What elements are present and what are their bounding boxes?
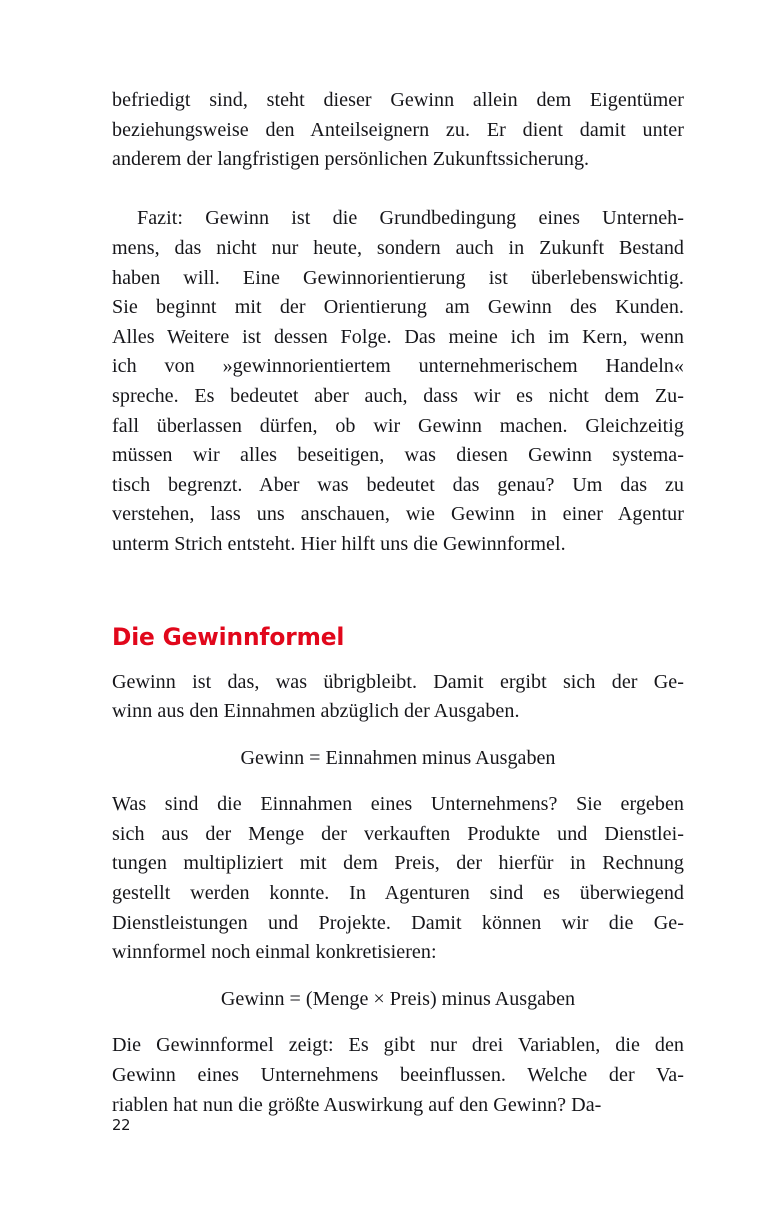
text-line: Sie beginnt mit der Orientierung am Gewinn des Kunden.	[112, 296, 684, 319]
text-line: Gewinn ist das, was übrigbleibt. Damit ergibt sich der Ge-	[112, 670, 684, 693]
formula-top-spacer	[112, 727, 684, 744]
formula-top-spacer	[112, 968, 684, 985]
formula-gewinn-einnahmen: Gewinn = Einnahmen minus Ausgaben	[240, 746, 556, 769]
text-line: fall überlassen dürfen, ob wir Gewinn machen. Gleichzeitig	[112, 414, 684, 437]
text-line: winnformel noch einmal konkretisieren:	[112, 941, 437, 964]
paragraph-gewinn-definition	[112, 668, 684, 727]
text-line: Gewinn eines Unternehmens beeinflussen. Welche der Va-	[112, 1064, 684, 1087]
formula-gewinn-menge-preis: Gewinn = (Menge × Preis) minus Ausgaben	[220, 987, 576, 1010]
heading-bottom-spacer	[112, 652, 684, 668]
text-line: tungen multipliziert mit dem Preis, der hierfür in Rechnung	[112, 852, 684, 875]
section-heading: Die Gewinnformel	[112, 621, 345, 651]
text-line: Fazit: Gewinn ist die Grundbedingung eines Unterneh-	[137, 207, 684, 230]
text-line: tisch begrenzt. Aber was bedeutet das genau? Um das zu	[112, 473, 684, 496]
text-line: mens, das nicht nur heute, sondern auch in Zukunft Bestand	[112, 236, 684, 259]
paragraph-einnahmen	[112, 790, 684, 968]
formula-bottom-spacer	[112, 773, 684, 790]
text-line: Was sind die Einnahmen eines Unternehmens? Sie ergeben	[112, 793, 684, 816]
text-line: beziehungsweise den Anteilseignern zu. Er dient damit unter	[112, 118, 684, 141]
text-line: winn aus den Einnahmen abzüglich der Ausgaben.	[112, 700, 520, 723]
text-line: unterm Strich entsteht. Hier hilft uns die Gewinnformel.	[112, 532, 566, 555]
paragraph-fazit	[112, 204, 684, 559]
text-line: verstehen, lass uns anschauen, wie Gewinn in einer Agentur	[112, 503, 684, 526]
page-number: 22	[112, 1116, 131, 1134]
text-line: ich von »gewinnorientiertem unternehmerischem Handeln«	[112, 355, 684, 378]
paragraph-spacer	[112, 175, 684, 205]
text-line: gestellt werden konnte. In Agenturen sind es überwiegend	[112, 882, 684, 905]
formula-bottom-spacer	[112, 1014, 684, 1031]
text-line: haben will. Eine Gewinnorientierung ist überlebenswichtig.	[112, 266, 684, 289]
text-line: spreche. Es bedeutet aber auch, dass wir es nicht dem Zu-	[112, 384, 684, 407]
text-line: sich aus der Menge der verkauften Produkte und Dienstlei-	[112, 822, 684, 845]
text-line: Die Gewinnformel zeigt: Es gibt nur drei Variablen, die den	[112, 1034, 684, 1057]
heading-spacer	[112, 560, 684, 622]
text-line: müssen wir alles beseitigen, was diesen Gewinn systema-	[112, 444, 684, 467]
paragraph-variablen	[112, 1031, 684, 1120]
text-line: Dienstleistungen und Projekte. Damit können wir die Ge-	[112, 911, 684, 934]
text-line: Alles Weitere ist dessen Folge. Das meine ich im Kern, wenn	[112, 325, 684, 348]
text-line: anderem der langfristigen persönlichen Zukunftssicherung.	[112, 148, 590, 171]
text-line: befriedigt sind, steht dieser Gewinn allein dem Eigentümer	[112, 89, 684, 111]
text-line: riablen hat nun die größte Auswirkung auf den Gewinn? Da-	[112, 1093, 602, 1116]
paragraph-continuation	[112, 86, 684, 175]
page-text-block	[112, 86, 684, 1120]
